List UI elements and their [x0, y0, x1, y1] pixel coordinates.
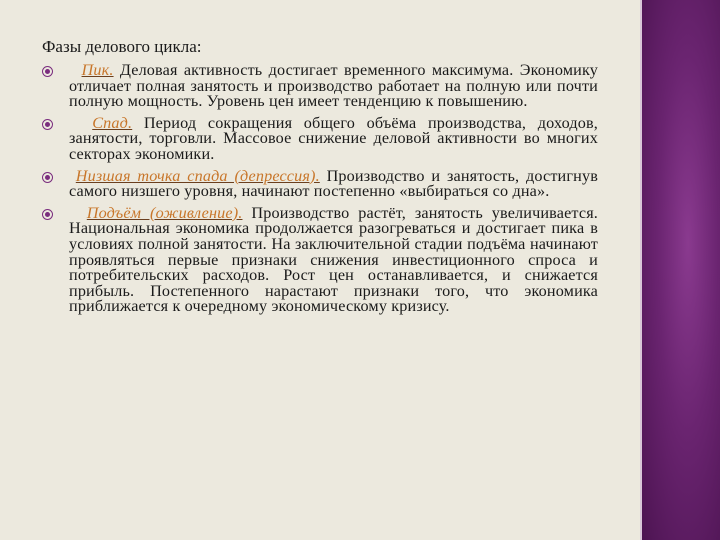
- list-item-text: [69, 113, 598, 163]
- list-item-depression: [42, 166, 599, 201]
- phase-description: Производство растёт, занятость увеличивается. Национальная экономика продолжается разогреваться и достигает пика в условиях полной занятости. На заключительной стадии подъёма начинают проявляться первые признаки снижения инвестиционного спроса и потребительских расходов. Рост цен останавливается, и снижается прибыль. Постепенного нарастают признаки того, что экономика приближается к очередному экономическому кризису.: [69, 203, 598, 316]
- list-item-text: [69, 166, 599, 201]
- circle-target-icon: [42, 209, 53, 220]
- circle-target-icon: [42, 119, 53, 130]
- list-item-text: [69, 63, 598, 110]
- list-item-peak: [42, 63, 598, 110]
- circle-target-icon: [42, 172, 53, 183]
- phase-term: Спад.: [92, 113, 133, 132]
- phase-term: Низшая точка спада (депрессия).: [75, 166, 320, 185]
- phase-description: Деловая активность достигает временного максимума. Экономику отличает полная занятость и производство работает на полную или почти полную мощность. Уровень цен имеет тенденцию к повышению.: [69, 61, 598, 111]
- phase-description: Период сокращения общего объёма производства, доходов, занятости, торговли. Массовое снижение деловой активности во многих секторах экономики.: [69, 113, 598, 163]
- list-item-recession: [42, 113, 598, 163]
- slide-content: [42, 38, 598, 321]
- slide-heading: Фазы делового цикла:: [42, 37, 202, 56]
- phase-term: Подъём (оживление).: [86, 203, 243, 222]
- phase-term: Пик.: [81, 61, 114, 79]
- list-item-recovery: [42, 203, 598, 316]
- phase-description: Производство и занятость, достигнув самого низшего уровня, начинают постепенно «выбираться со дна».: [69, 166, 599, 201]
- list-item-text: [69, 203, 598, 316]
- circle-target-icon: [42, 66, 53, 77]
- decorative-side-panel: [640, 0, 720, 540]
